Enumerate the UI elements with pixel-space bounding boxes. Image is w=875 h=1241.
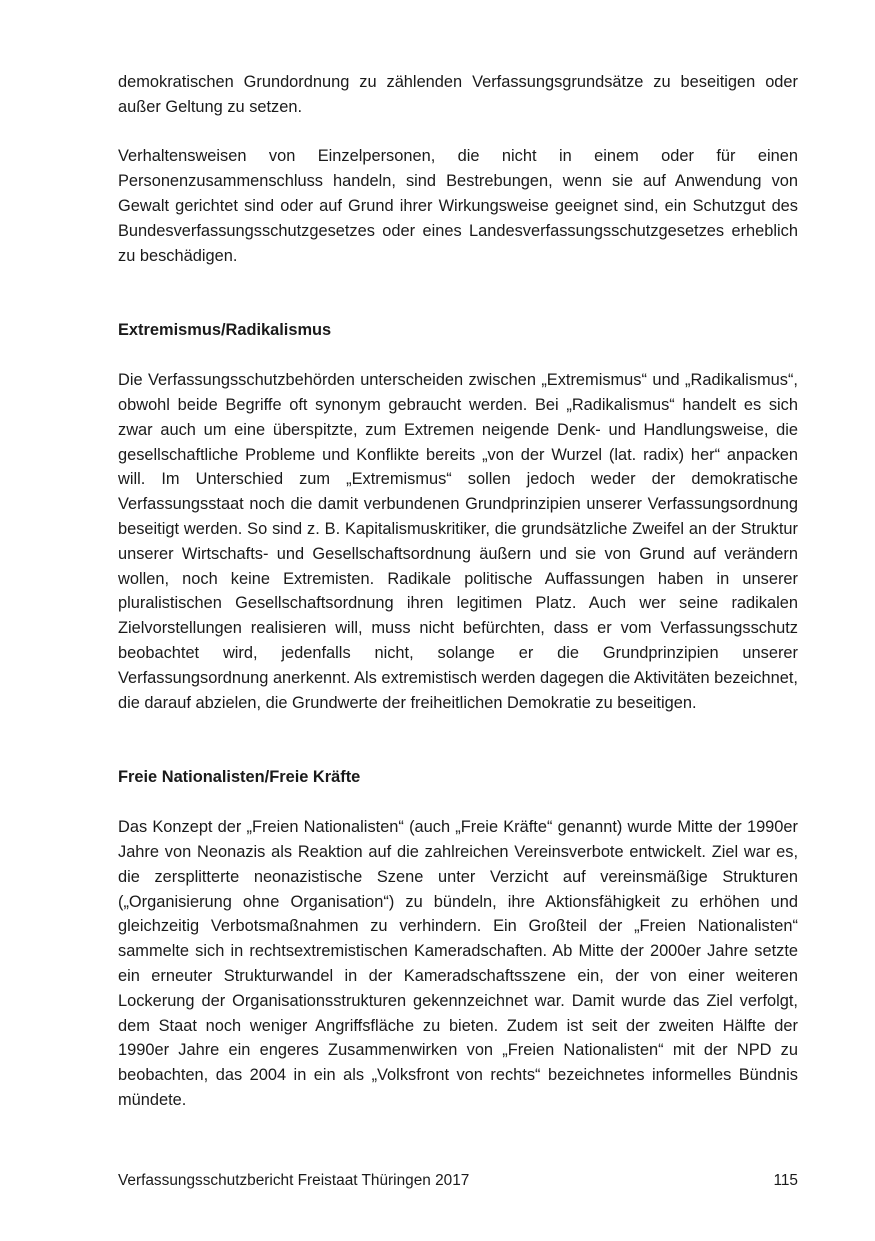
page-number: 115 [773, 1172, 798, 1189]
section-heading-extremismus: Extremismus/Radikalismus [118, 321, 332, 340]
heading-spacer [118, 790, 798, 815]
footer-title: Verfassungsschutzbericht Freistaat Thüringen 2017 [118, 1172, 470, 1189]
intro-paragraph-2: Verhaltensweisen von Einzelpersonen, die nicht in einem oder für einen Personenzusammenschluss handeln, sind Bestrebungen, wenn sie auf Anwendung von Gewalt gerichtet sind oder auf Grund ihrer Wirkungsweise geeignet sind, ein Schutzgut des Bundesverfassungsschutzgesetzes oder eines Landesverfassungsschutzgesetzes erheblich zu beschädigen. [118, 147, 798, 265]
section-spacer [118, 715, 798, 765]
page-content [118, 70, 798, 1113]
page-footer [118, 1169, 798, 1193]
section-body-extremismus: Die Verfassungsschutzbehörden unterscheiden zwischen „Extremismus“ und „Radikalismus“, obwohl beide Begriffe oft synonym gebraucht werden. Bei „Radikalismus“ handelt es sich zwar auch um eine überspitzte, zum Extremen neigende Denk- und Handlungsweise, die gesellschaftliche Probleme und Konflikte bereits „von der Wurzel (lat. radix) her“ anpacken will. Im Unterschied zum „Extremismus“ sollen jedoch weder der demokratische Verfassungsstaat noch die damit verbundenen Grundprinzipien unserer Verfassungsordnung beseitigt werden. So sind z. B. Kapitalismuskritiker, die grundsätzliche Zweifel an der Struktur unserer Wirtschafts- und Gesellschaftsordnung äußern und sie von Grund auf verändern wollen, noch keine Extremisten. Radikale politische Auffassungen haben in unserer pluralistischen Gesellschaftsordnung ihren legitimen Platz. Auch wer seine radikalen Zielvorstellungen realisieren will, muss nicht befürchten, dass er vom Verfassungsschutz beobachtet wird, jedenfalls nicht, solange er die Grundprinzipien unserer Verfassungsordnung anerkennt. Als extremistisch werden dagegen die Aktivitäten bezeichnet, die darauf abzielen, die Grundwerte der freiheitlichen Demokratie zu beseitigen. [118, 371, 798, 712]
heading-spacer [118, 343, 798, 368]
section-spacer [118, 268, 798, 318]
intro-paragraph-1: demokratischen Grundordnung zu zählenden Verfassungsgrundsätze zu beseitigen oder außer Geltung zu setzen. [118, 73, 798, 116]
section-heading-freie-nationalisten: Freie Nationalisten/Freie Kräfte [118, 768, 361, 787]
section-body-freie-nationalisten: Das Konzept der „Freien Nationalisten“ (auch „Freie Kräfte“ genannt) wurde Mitte der 1990er Jahre von Neonazis als Reaktion auf die zahlreichen Vereinsverbote entwickelt. Ziel war es, die zersplitterte neonazistische Szene unter Verzicht auf vereinsmäßige Strukturen („Organisierung ohne Organisation“) zu bündeln, ihre Aktionsfähigkeit zu erhöhen und gleichzeitig Verbotsmaßnahmen zu verhindern. Ein Großteil der „Freien Nationalisten“ sammelte sich in rechtsextremistischen Kameradschaften. Ab Mitte der 2000er Jahre setzte ein erneuter Strukturwandel in der Kameradschaftsszene ein, der von einer weiteren Lockerung der Organisationsstrukturen gekennzeichnet war. Damit wurde das Ziel verfolgt, dem Staat noch weniger Angriffsfläche zu bieten. Zudem ist seit der zweiten Hälfte der 1990er Jahre ein engeres Zusammenwirken von „Freien Nationalisten“ mit der NPD zu beobachten, das 2004 in ein als „Volksfront von rechts“ bezeichnetes informelles Bündnis mündete. [118, 818, 798, 1109]
